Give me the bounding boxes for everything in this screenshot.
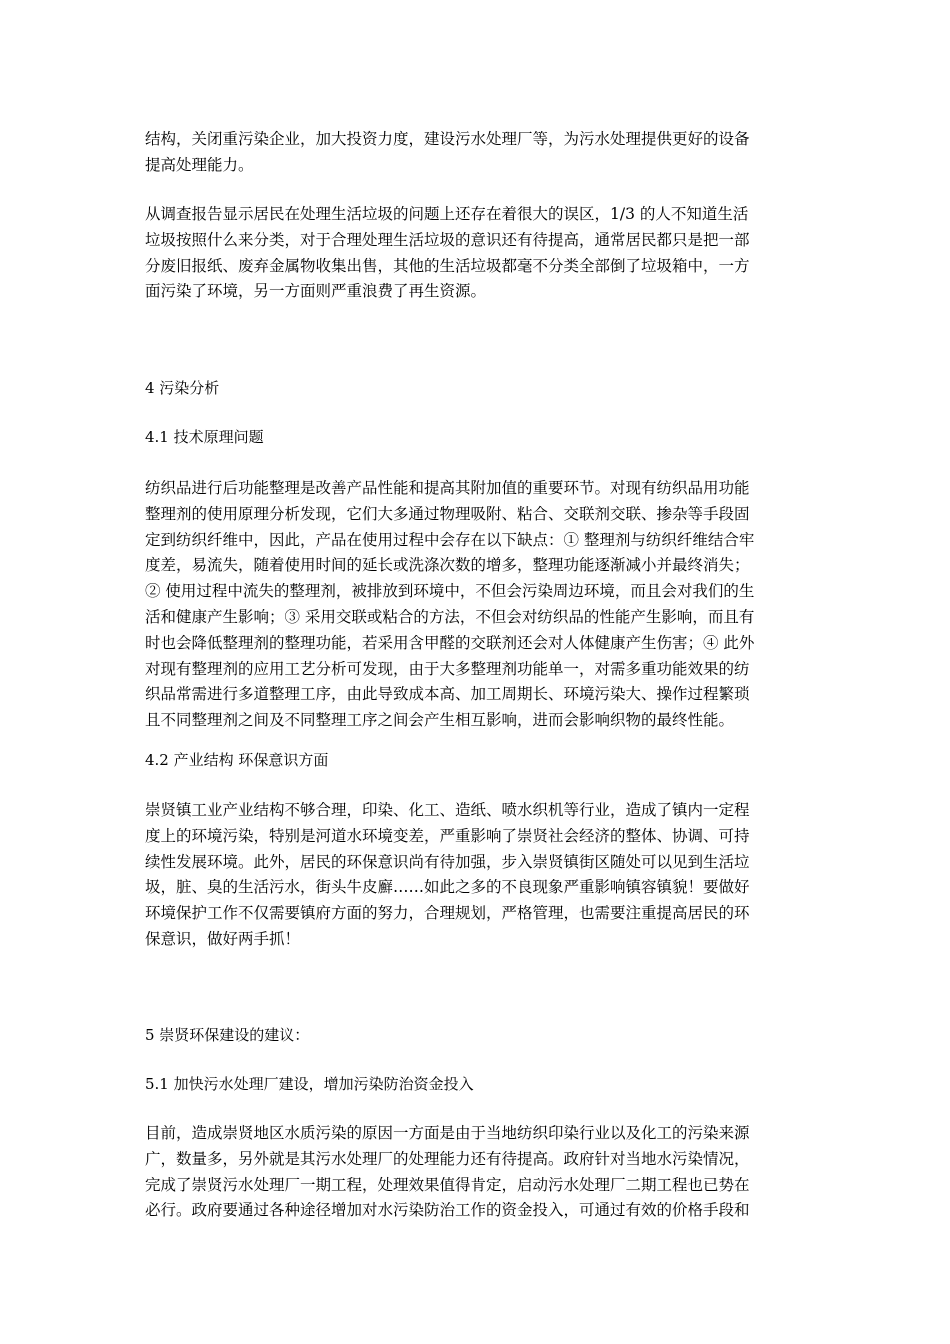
text-line: 续性发展环境。此外，居民的环保意识尚有待加强，步入崇贤镇街区随处可以见到生活垃 <box>145 852 750 871</box>
text-line: 纺织品进行后功能整理是改善产品性能和提高其附加值的重要环节。对现有纺织品用功能 <box>145 479 750 497</box>
text-line: 整理剂的使用原理分析发现，它们大多通过物理吸附、粘合、交联剂交联、掺杂等手段固 <box>145 504 750 523</box>
text-line: 目前，造成崇贤地区水质污染的原因一方面是由于当地纺织印染行业以及化工的污染来源 <box>145 1124 750 1142</box>
text-line: 环境保护工作不仅需要镇府方面的努力，合理规划，严格管理，也需要注重提高居民的环 <box>145 904 750 923</box>
text-line: 织品常需进行多道整理工序，由此导致成本高、加工周期长、环境污染大、操作过程繁琐 <box>145 685 750 704</box>
text-line: 必行。政府要通过各种途径增加对水污染防治工作的资金投入，可通过有效的价格手段和 <box>145 1201 750 1220</box>
paragraph <box>145 1121 810 1224</box>
text-line: 对现有整理剂的应用工艺分析可发现，由于大多整理剂功能单一，对需多重功能效果的纺 <box>145 659 750 678</box>
paragraph <box>145 202 810 305</box>
subsection-heading: 5.1 加快污水处理厂建设，增加污染防治资金投入 <box>145 1075 474 1093</box>
text-line: 活和健康产生影响；③ 采用交联或粘合的方法，不但会对纺织品的性能产生影响，而且有 <box>145 607 755 626</box>
text-line: 定到纺织纤维中，因此，产品在使用过程中会存在以下缺点：① 整理剂与纺织纤维结合牢 <box>145 530 755 549</box>
text-line: 且不同整理剂之间及不同整理工序之间会产生相互影响，进而会影响织物的最终性能。 <box>145 711 735 730</box>
text-line: 度上的环境污染，特别是河道水环境变差，严重影响了崇贤社会经济的整体、协调、可持 <box>145 826 750 845</box>
text-line: 广，数量多，另外就是其污水处理厂的处理能力还有待提高。政府针对当地水污染情况， <box>145 1149 750 1168</box>
text-line: 时也会降低整理剂的整理功能，若采用含甲醛的交联剂还会对人体健康产生伤害；④ 此外 <box>145 633 755 652</box>
text-line: 从调查报告显示居民在处理生活垃圾的问题上还存在着很大的误区，1/3 的人不知道生活 <box>145 205 749 223</box>
text-line: ② 使用过程中流失的整理剂，被排放到环境中，不但会污染周边环境，而且会对我们的生 <box>145 582 755 601</box>
text-line: 分废旧报纸、废弃金属物收集出售，其他的生活垃圾都毫不分类全部倒了垃圾箱中，一方 <box>145 256 750 275</box>
subsection-heading: 4.2 产业结构 环保意识方面 <box>145 751 329 769</box>
text-line: 保意识，做好两手抓！ <box>145 929 301 948</box>
text-line: 圾，脏、臭的生活污水，街头牛皮廯……如此之多的不良现象严重影响镇容镇貌！要做好 <box>145 878 750 897</box>
text-line: 垃圾按照什么来分类，对于合理处理生活垃圾的意识还有待提高，通常居民都只是把一部 <box>145 230 750 249</box>
paragraph <box>145 127 810 179</box>
text-line: 结构，关闭重污染企业，加大投资力度，建设污水处理厂等，为污水处理提供更好的设备 <box>145 130 750 148</box>
section-heading: 5 崇贤环保建设的建议： <box>145 1026 310 1044</box>
section-heading: 4 污染分析 <box>145 379 220 397</box>
text-line: 完成了崇贤污水处理厂一期工程，处理效果值得肯定，启动污水处理厂二期工程也已势在 <box>145 1175 750 1194</box>
text-line: 度差，易流失，随着使用时间的延长或洗涤次数的增多，整理功能逐渐减小并最终消失； <box>145 556 750 575</box>
text-line: 提高处理能力。 <box>145 155 254 174</box>
text-line: 面污染了环境，另一方面则严重浪费了再生资源。 <box>145 282 487 301</box>
subsection-heading: 4.1 技术原理问题 <box>145 428 264 446</box>
paragraph <box>145 476 810 734</box>
text-line: 崇贤镇工业产业结构不够合理，印染、化工、造纸、喷水织机等行业，造成了镇内一定程 <box>145 801 750 819</box>
paragraph <box>145 798 810 953</box>
